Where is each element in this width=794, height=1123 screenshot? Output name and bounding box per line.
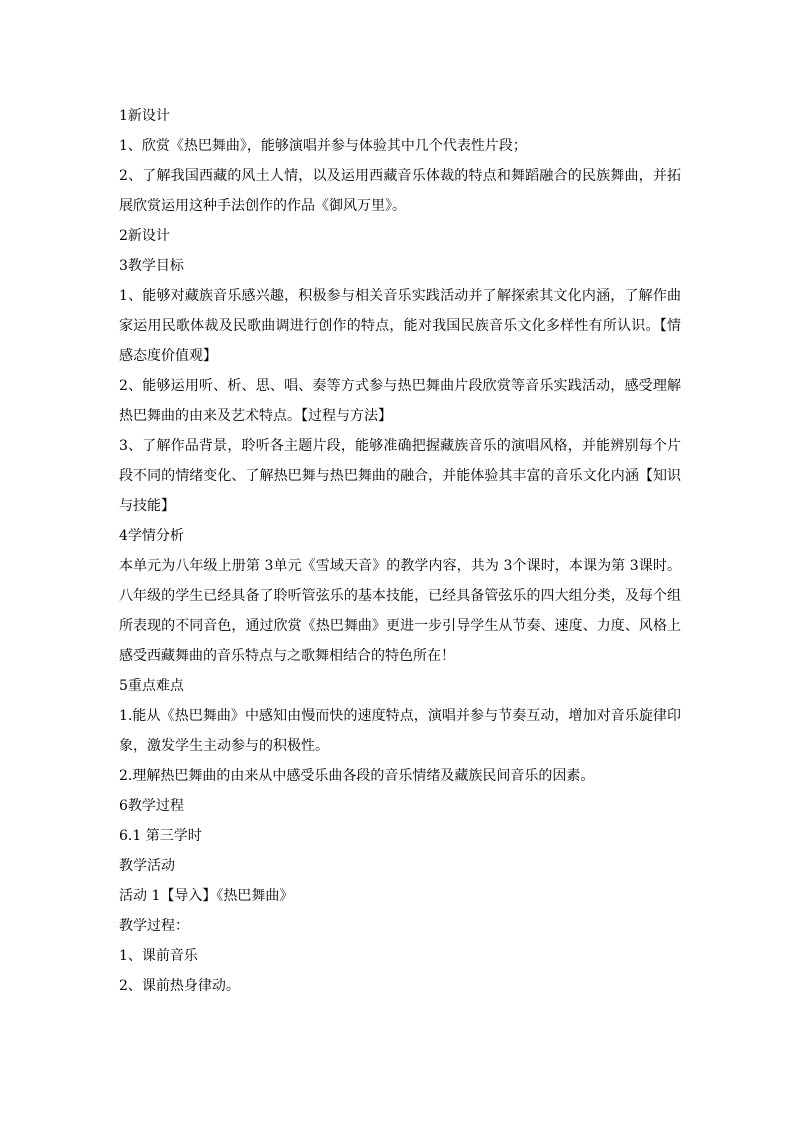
paragraph-student-analysis: 本单元为八年级上册第 3单元《雪域天音》的教学内容，共为 3个课时，本课为第 3课时。八年级的学生已经具备了聆听管弦乐的基本技能，已经具备管弦乐的四大组分类，及每个组所表现的不同音色，通过欣赏《热巴舞曲》更进一步引导学生从节奏、速度、力度、风格上感受西藏舞曲的音乐特点与之歌舞相结合的特色所在！	[119, 558, 681, 664]
subsection-heading-third-period: 6.1 第三学时	[119, 828, 202, 844]
paragraph-activity-1: 活动 1【导入】《热巴舞曲》	[119, 888, 294, 904]
paragraph-key-point-2: 2.理解热巴舞曲的由来从中感受乐曲各段的音乐情绪及藏族民间音乐的因素。	[119, 768, 595, 784]
paragraph-goal-3: 3、了解作品背景，聆听各主题片段，能够准确把握藏族音乐的演唱风格，并能辨别每个片段不同的情绪变化、了解热巴舞与热巴舞曲的融合，并能体验其丰富的音乐文化内涵【知识与技能】	[119, 438, 681, 514]
paragraph-appreciate: 1、欣赏《热巴舞曲》，能够演唱并参与体验其中几个代表性片段；	[119, 138, 527, 154]
section-heading-key-points: 5重点难点	[119, 678, 184, 694]
paragraph-goal-1: 1、能够对藏族音乐感兴趣，积极参与相关音乐实践活动并了解探索其文化内涵，了解作曲家运用民歌体裁及民歌曲调进行创作的特点，能对我国民族音乐文化多样性有所认识。【情感态度价值观】	[119, 288, 681, 364]
paragraph-process-label: 教学过程：	[119, 918, 189, 934]
paragraph-step-1: 1、课前音乐	[119, 948, 198, 964]
section-heading-new-design-2: 2新设计	[119, 228, 170, 244]
paragraph-goal-2: 2、能够运用听、析、思、唱、奏等方式参与热巴舞曲片段欣赏等音乐实践活动，感受理解热巴舞曲的由来及艺术特点。【过程与方法】	[119, 378, 681, 424]
paragraph-step-2: 2、课前热身律动。	[119, 978, 240, 994]
section-heading-new-design-1: 1新设计	[119, 108, 170, 124]
section-heading-student-analysis: 4学情分析	[119, 528, 184, 544]
section-heading-teaching-process: 6教学过程	[119, 798, 184, 814]
heading-teaching-activities: 教学活动	[119, 858, 175, 874]
section-heading-teaching-goals: 3教学目标	[119, 258, 184, 274]
document-body	[119, 101, 681, 1001]
paragraph-understand-tibet: 2、了解我国西藏的风土人情，以及运用西藏音乐体裁的特点和舞蹈融合的民族舞曲，并拓展欣赏运用这种手法创作的作品《御风万里》。	[119, 168, 681, 214]
paragraph-key-point-1: 1.能从《热巴舞曲》中感知由慢而快的速度特点，演唱并参与节奏互动，增加对音乐旋律印象，激发学生主动参与的积极性。	[119, 708, 681, 754]
